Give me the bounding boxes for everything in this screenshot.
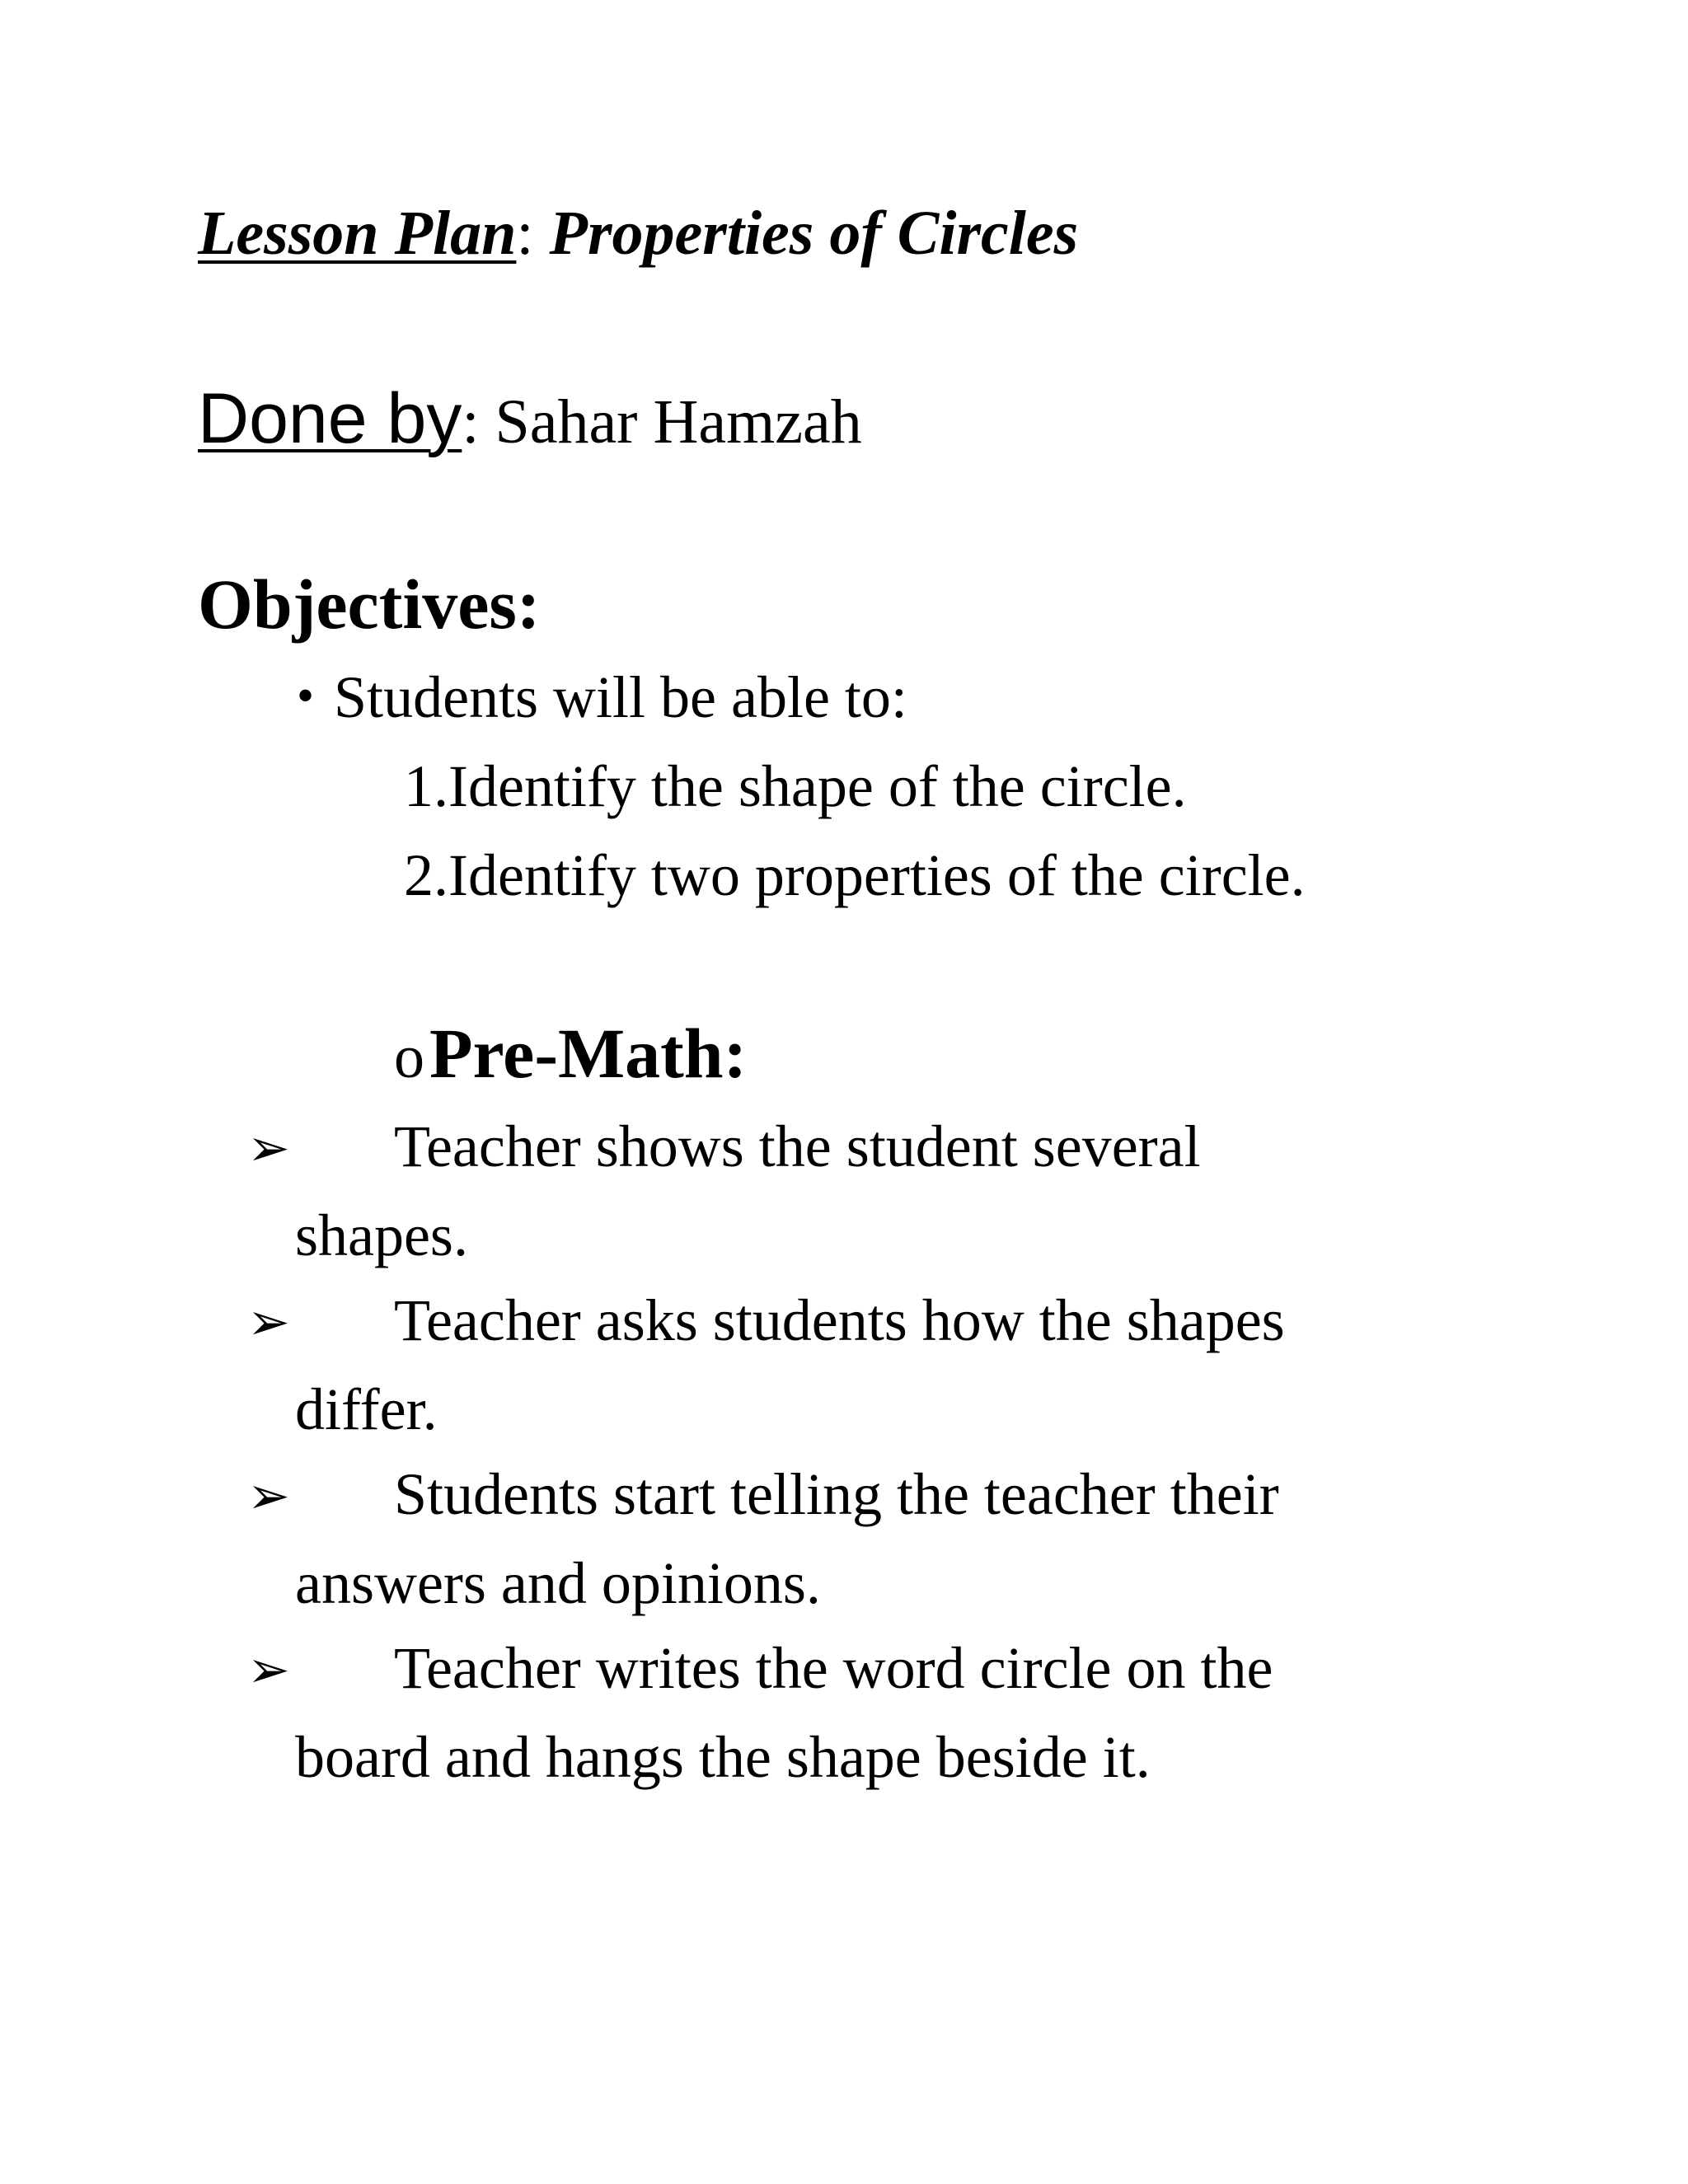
arrow-bullet-icon: ➢ bbox=[247, 1643, 290, 1699]
step-4-line-2: board and hangs the shape beside it. bbox=[295, 1724, 1151, 1790]
hollow-circle-bullet-icon: o bbox=[394, 1024, 424, 1091]
author-name: Sahar Hamzah bbox=[479, 387, 862, 457]
step-3-line-2: answers and opinions. bbox=[295, 1550, 821, 1616]
author-line bbox=[198, 379, 862, 458]
step-2-line-1: Teacher asks students how the shapes bbox=[394, 1287, 1285, 1353]
lesson-topic: Properties of Circles bbox=[533, 199, 1079, 268]
pre-math-heading bbox=[394, 1014, 748, 1093]
arrow-bullet-icon: ➢ bbox=[247, 1295, 290, 1351]
step-1-line-1: Teacher shows the student several bbox=[394, 1113, 1201, 1179]
pre-math-title: Pre-Math: bbox=[429, 1014, 748, 1093]
done-by-colon: : bbox=[462, 387, 480, 457]
lesson-title bbox=[198, 199, 1079, 268]
arrow-bullet-icon: ➢ bbox=[247, 1121, 290, 1177]
bullet-icon: • bbox=[297, 668, 315, 723]
step-4-line-1: Teacher writes the word circle on the bbox=[394, 1635, 1273, 1701]
objectives-intro bbox=[297, 664, 907, 730]
objective-item-1: 1.Identify the shape of the circle. bbox=[404, 753, 1187, 819]
objectives-heading: Objectives: bbox=[198, 565, 541, 644]
step-1-line-2: shapes. bbox=[295, 1202, 468, 1268]
step-3-line-1: Students start telling the teacher their bbox=[394, 1461, 1279, 1527]
title-colon: : bbox=[516, 199, 534, 268]
arrow-bullet-icon: ➢ bbox=[247, 1469, 290, 1525]
done-by-label: Done by bbox=[198, 379, 462, 458]
objectives-intro-text: Students will be able to: bbox=[334, 664, 907, 730]
objective-item-2: 2.Identify two properties of the circle. bbox=[404, 842, 1306, 908]
step-2-line-2: differ. bbox=[295, 1376, 438, 1442]
lesson-plan-label: Lesson Plan bbox=[198, 199, 517, 268]
